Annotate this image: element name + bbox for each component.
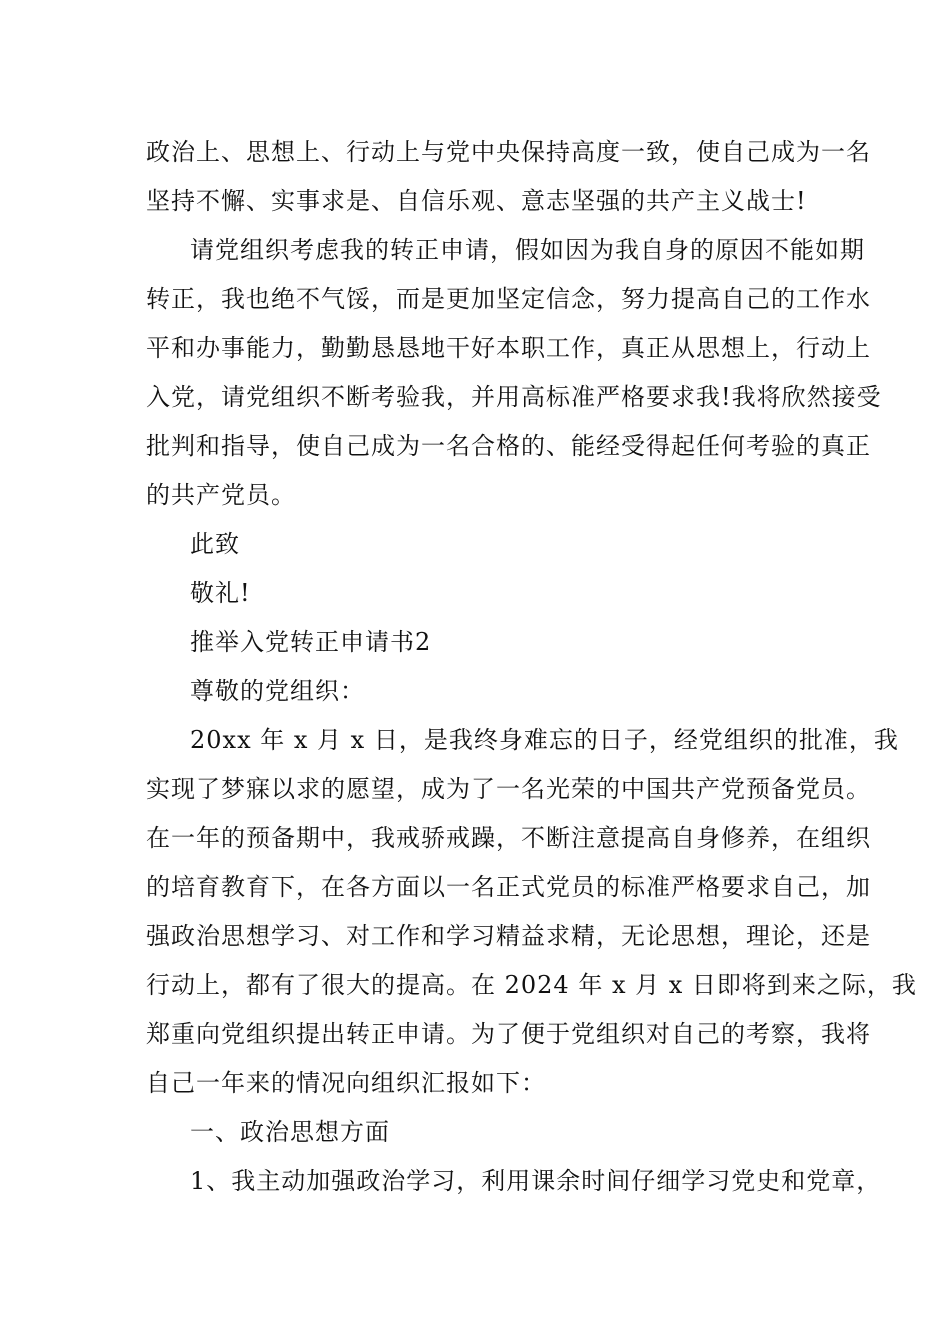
closing-phrase: 此致 <box>190 530 240 558</box>
numbered-item: 1、我主动加强政治学习，利用课余时间仔细学习党史和党章， <box>190 1167 882 1195</box>
text-line: 自己一年来的情况向组织汇报如下： <box>146 1069 546 1097</box>
text-line: 批判和指导，使自己成为一名合格的、能经受得起任何考验的真正 <box>146 432 871 460</box>
text-line: 入党，请党组织不断考验我，并用高标准严格要求我!我将欣然接受 <box>146 383 882 411</box>
letter-salutation: 尊敬的党组织： <box>190 677 365 705</box>
text-line: 的共产党员。 <box>146 481 296 509</box>
section-title: 推举入党转正申请书2 <box>190 628 432 656</box>
text-line: 坚持不懈、实事求是、自信乐观、意志坚强的共产主义战士! <box>146 187 807 215</box>
text-line: 的培育教育下，在各方面以一名正式党员的标准严格要求自己，加 <box>146 873 871 901</box>
text-line: 强政治思想学习、对工作和学习精益求精，无论思想，理论，还是 <box>146 922 871 950</box>
text-line: 平和办事能力，勤勤恳恳地干好本职工作，真正从思想上，行动上 <box>146 334 871 362</box>
text-line: 行动上，都有了很大的提高。在 2024 年 x 月 x 日即将到来之际，我 <box>146 971 917 999</box>
text-line: 转正，我也绝不气馁，而是更加坚定信念，努力提高自己的工作水 <box>146 285 871 313</box>
paragraph-start: 20xx 年 x 月 x 日，是我终身难忘的日子，经党组织的批准，我 <box>190 726 899 754</box>
section-heading: 一、政治思想方面 <box>190 1118 390 1146</box>
text-line: 在一年的预备期中，我戒骄戒躁，不断注意提高自身修养，在组织 <box>146 824 871 852</box>
paragraph-start: 请党组织考虑我的转正申请，假如因为我自身的原因不能如期 <box>190 236 865 264</box>
salutation-closing: 敬礼! <box>190 579 251 607</box>
text-line: 实现了梦寐以求的愿望，成为了一名光荣的中国共产党预备党员。 <box>146 775 871 803</box>
text-line: 政治上、思想上、行动上与党中央保持高度一致，使自己成为一名 <box>146 138 871 166</box>
text-line: 郑重向党组织提出转正申请。为了便于党组织对自己的考察，我将 <box>146 1020 871 1048</box>
